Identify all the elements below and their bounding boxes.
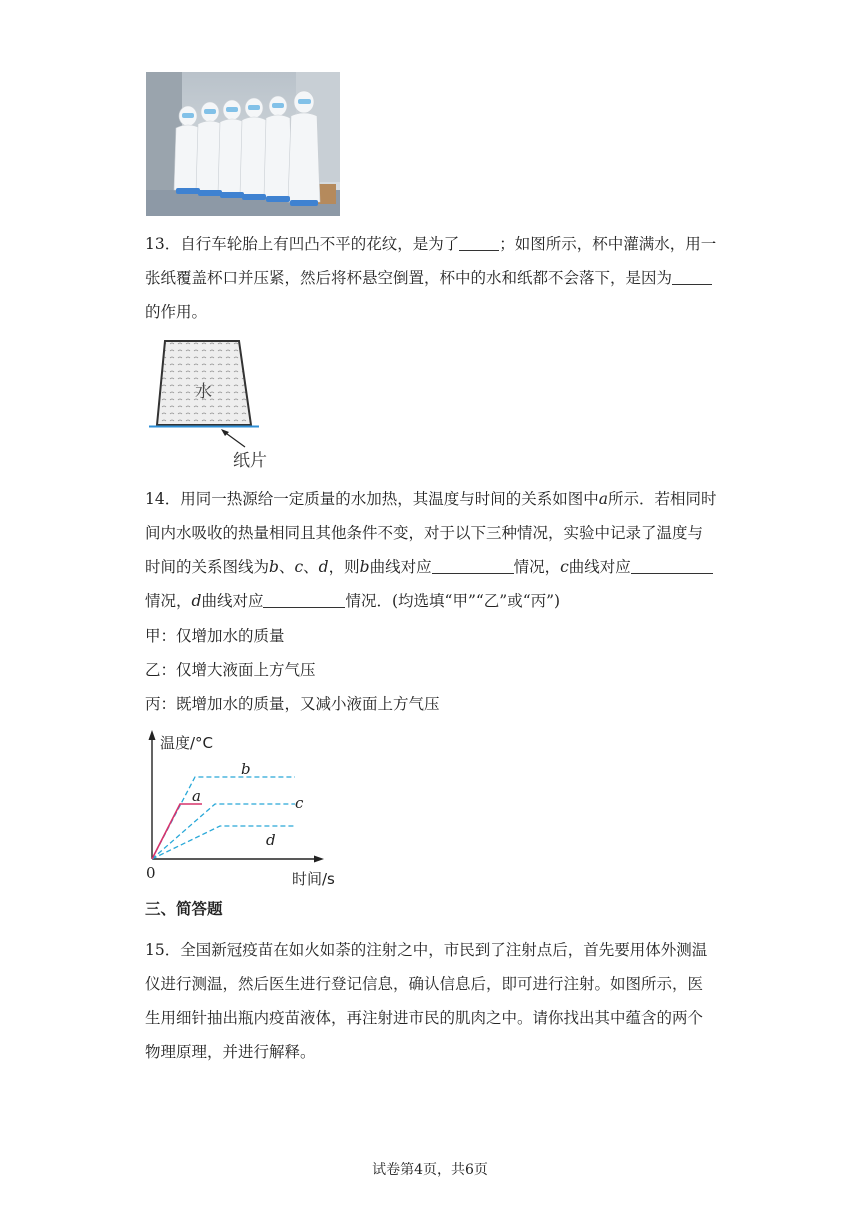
q13-text-1: 13．自行车轮胎上有凹凸不平的花纹，是为了	[145, 235, 460, 253]
q14-text-8: 曲线对应	[201, 592, 264, 610]
water-label: 水	[195, 382, 212, 402]
q14-var-c: c	[294, 558, 304, 576]
q14-text-9: 情况．(均选填“甲”“乙”或“丙”)	[345, 592, 561, 610]
temperature-time-graph	[140, 728, 360, 890]
q14-var-d-2: d	[191, 592, 202, 610]
q14-var-a: a	[598, 490, 608, 508]
q14-text-1: 14．用同一热源给一定质量的水加热，其温度与时间的关系如图中	[145, 490, 599, 508]
question-15: 15．全国新冠疫苗在如火如荼的注射之中，市民到了注射点后，首先要用体外测温仪进行测温，然后医生进行登记信息，确认信息后，即可进行注射。如图所示，医生用细针抽出瓶内疫苗液体，再注射进市民的肌肉之中。请你找出其中蕴含的两个物理原理，并进行解释。	[145, 941, 708, 1061]
origin-label: 0	[146, 864, 156, 882]
y-axis-label: 温度/°C	[160, 734, 214, 752]
q13-text-2: ；如图所示，杯中灌满水，用一张纸覆盖杯口并压紧，然后将杯悬空倒置，杯中的水和纸都不会落下，是因为	[145, 235, 717, 287]
x-axis-arrow	[314, 856, 324, 863]
curve-c-label: c	[295, 794, 304, 812]
section-heading: 三、简答题	[145, 900, 223, 918]
q14-sep-2: 、	[303, 558, 319, 576]
curve-b-label: b	[241, 760, 251, 778]
q14-text-7: 情况，	[145, 592, 192, 610]
page-footer: 试卷第4页，共6页	[372, 1162, 488, 1178]
q14-var-b: b	[269, 558, 279, 576]
option-jia: 甲：仅增加水的质量	[145, 627, 285, 645]
answer-blank[interactable]	[672, 266, 712, 285]
q14-text-3: ，则	[328, 558, 360, 576]
q14-text-4: 曲线对应	[369, 558, 432, 576]
answer-blank[interactable]	[631, 555, 713, 574]
q14-sep-1: 、	[278, 558, 295, 576]
curve-a	[152, 804, 202, 859]
curve-d-label: d	[266, 831, 276, 849]
q14-text-2: 所示．若相同时间内水吸收的热量相同且其他条件不变，对于以下三种情况，实验中记录了温度与时间的关系图线为	[145, 490, 717, 576]
answer-blank[interactable]	[263, 589, 345, 608]
q14-var-c-2: c	[560, 558, 569, 576]
option-yi: 乙：仅增大液面上方气压	[145, 661, 316, 679]
paper-label: 纸片	[233, 451, 267, 471]
answer-blank[interactable]	[432, 555, 514, 574]
q13-text-3: 的作用。	[145, 303, 208, 321]
q14-var-b-2: b	[359, 558, 370, 576]
answer-blank[interactable]	[459, 232, 499, 251]
y-axis-arrow	[149, 730, 156, 740]
x-axis-label: 时间/s	[292, 870, 335, 888]
q14-text-5: 情况，	[513, 558, 561, 576]
inverted-cup-figure	[145, 333, 285, 473]
question-13	[145, 227, 717, 329]
question-14	[145, 482, 717, 618]
photo-illustration	[146, 72, 340, 216]
q14-var-d: d	[318, 558, 329, 576]
medical-workers-photo	[146, 72, 340, 216]
option-bing: 丙：既增加水的质量，又减小液面上方气压	[145, 695, 440, 713]
q14-text-6: 曲线对应	[568, 558, 631, 576]
curve-a-label: a	[192, 787, 201, 805]
